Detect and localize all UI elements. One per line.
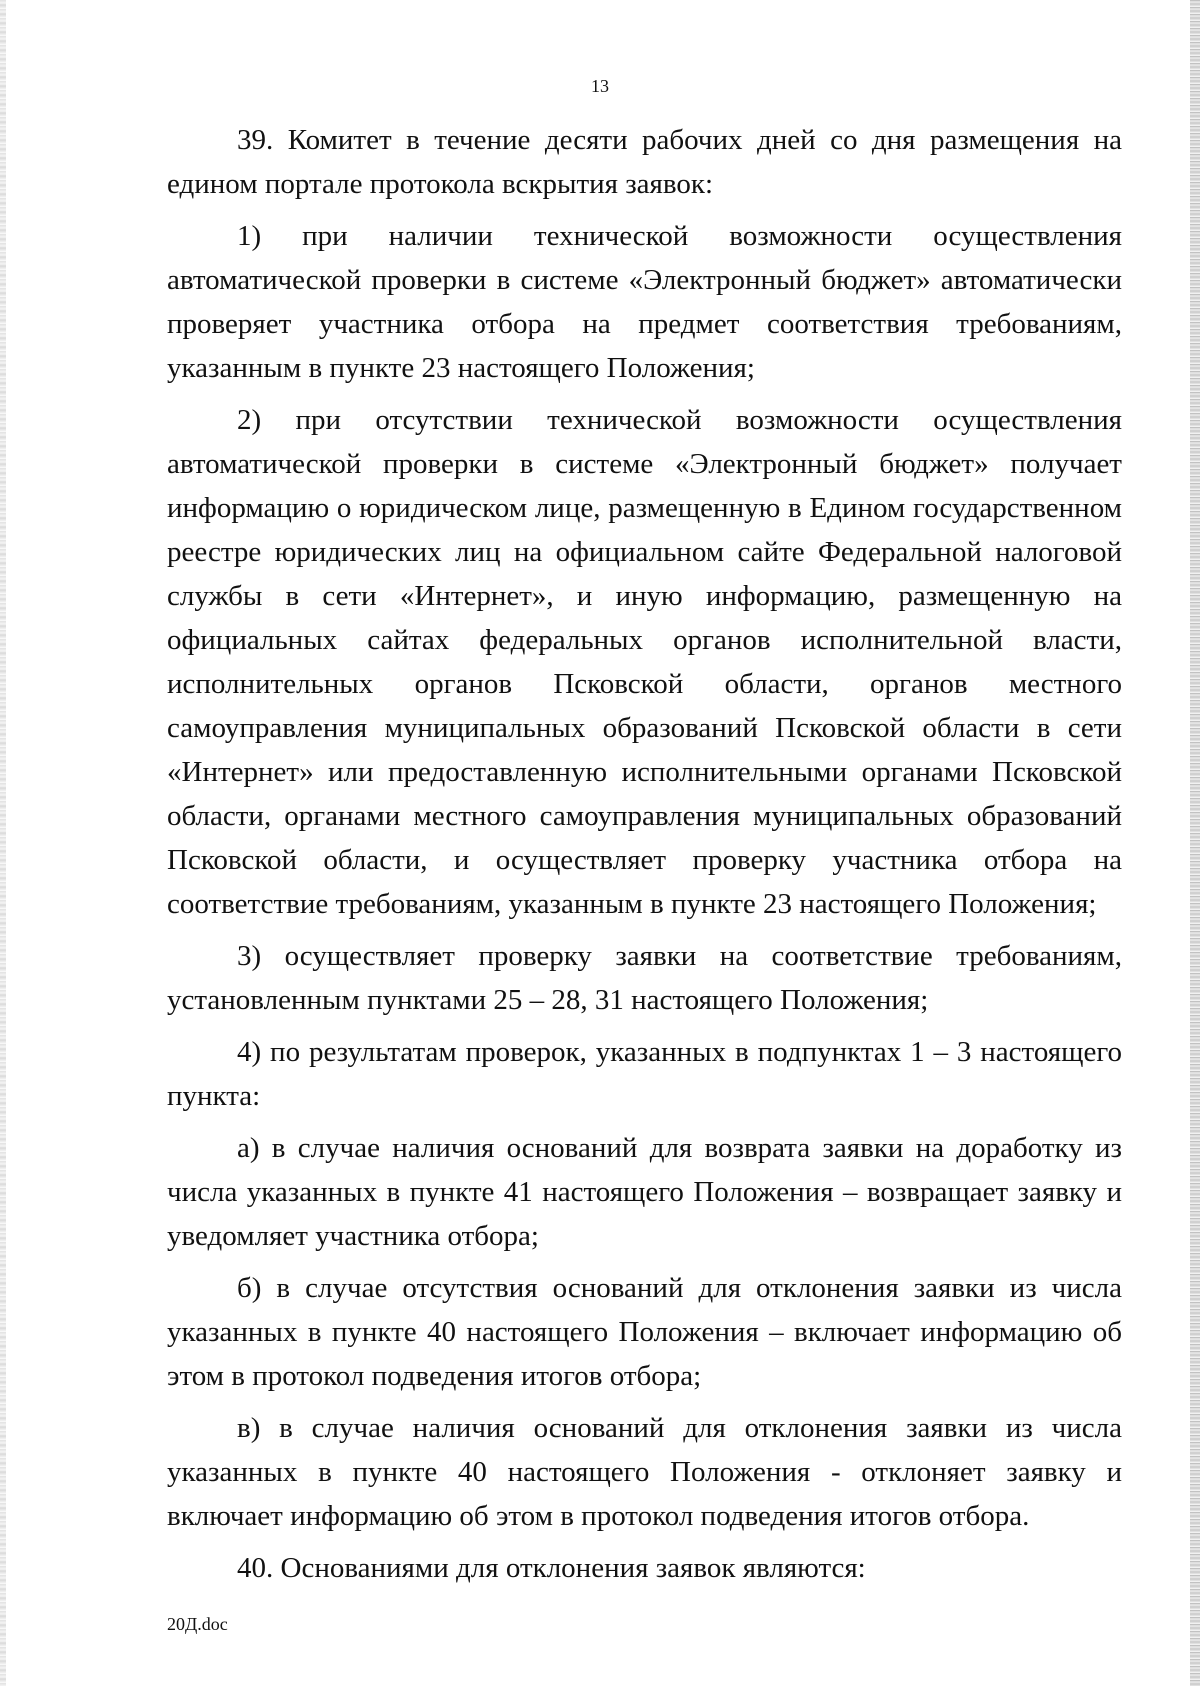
paragraph-39: 39. Комитет в течение десяти рабочих дней со дня размещения на едином портале протокола вскрытия заявок: bbox=[167, 124, 1122, 200]
paragraph-39-item-3: 3) осуществляет проверку заявки на соответствие требованиям, установленным пунктами 25 – 28, 31 настоящего Положения; bbox=[167, 940, 1122, 1016]
paragraph-39-item-4b: б) в случае отсутствия оснований для отклонения заявки из числа указанных в пункте 40 настоящего Положения – включает информацию об этом в протокол подведения итогов отбора; bbox=[167, 1272, 1122, 1392]
scan-edge-left bbox=[0, 0, 6, 1686]
paragraph-39-item-4a: а) в случае наличия оснований для возврата заявки на доработку из числа указанных в пункте 41 настоящего Положения – возвращает заявку и уведомляет участника отбора; bbox=[167, 1132, 1122, 1252]
paragraph-39-item-2: 2) при отсутствии технической возможности осуществления автоматической проверки в системе «Электронный бюджет» получает информацию о юридическом лице, размещенную в Едином государственном реестре юридических лиц на официальном сайте Федеральной налоговой службы в сети «Интернет», и иную информацию, размещенную на официальных сайтах федеральных органов исполнительной власти, исполнительных органов Псковской области, органов местного самоуправления муниципальных образований Псковской области в сети «Интернет» или предоставленную исполнительными органами Псковской области, органами местного самоуправления муниципальных образований Псковской области, и осуществляет проверку участника отбора на соответствие требованиям, указанным в пункте 23 настоящего Положения; bbox=[167, 404, 1122, 920]
footer-filename: 20Д.doc bbox=[167, 1614, 228, 1634]
scan-edge-right bbox=[1190, 0, 1200, 1686]
paragraph-40: 40. Основаниями для отклонения заявок являются: bbox=[237, 1552, 866, 1584]
paragraph-39-item-4v: в) в случае наличия оснований для отклонения заявки из числа указанных в пункте 40 настоящего Положения - отклоняет заявку и включает информацию об этом в протокол подведения итогов отбора. bbox=[167, 1412, 1122, 1532]
paragraph-39-item-1: 1) при наличии технической возможности осуществления автоматической проверки в системе «Электронный бюджет» автоматически проверяет участника отбора на предмет соответствия требованиям, указанным в пункте 23 настоящего Положения; bbox=[167, 220, 1122, 384]
page-number: 13 bbox=[591, 76, 609, 96]
paragraph-39-item-4: 4) по результатам проверок, указанных в подпунктах 1 – 3 настоящего пункта: bbox=[167, 1036, 1122, 1112]
document-body bbox=[167, 118, 1122, 1598]
